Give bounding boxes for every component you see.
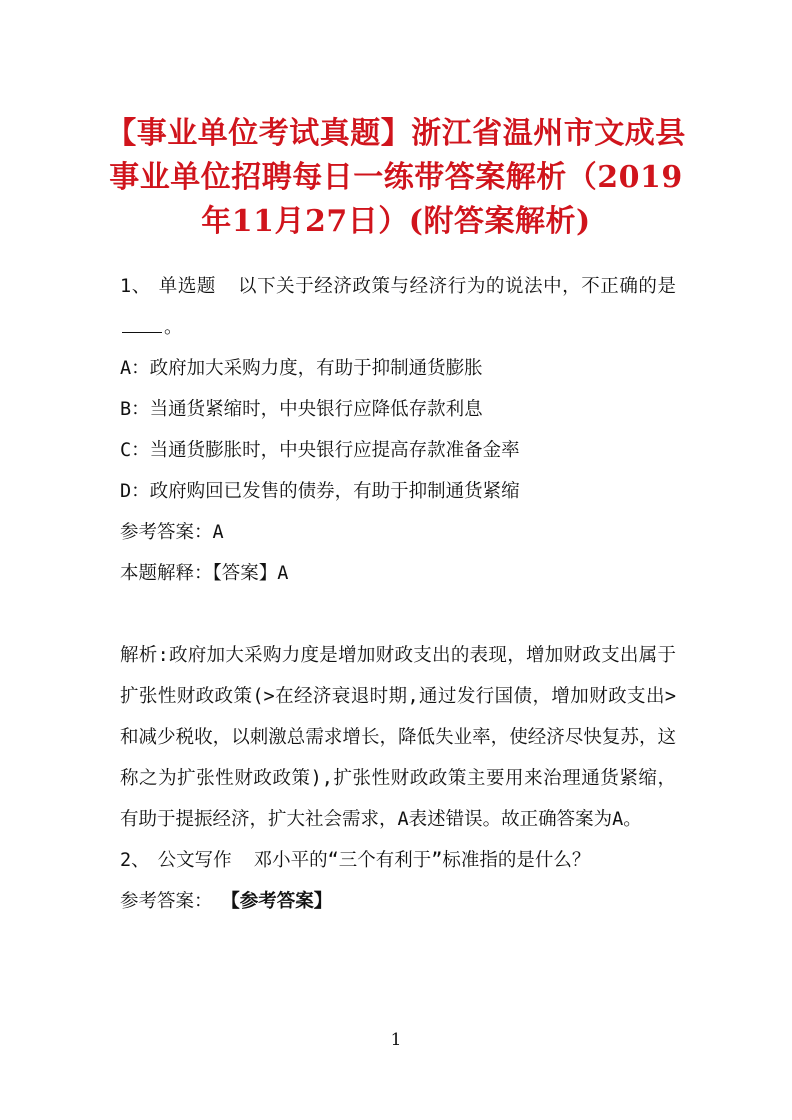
option-b: B：当通货紧缩时，中央银行应降低存款利息 — [120, 399, 483, 420]
explanation-label: 本题解释： — [120, 563, 213, 584]
question-1-stem — [120, 266, 676, 348]
question-2-stem — [120, 840, 676, 881]
question-1-number: 1、 — [120, 276, 151, 297]
option-a: A：政府加大采购力度，有助于抑制通货膨胀 — [120, 358, 483, 379]
question-1-analysis: 解析:政府加大采购力度是增加财政支出的表现，增加财政支出属于扩张性财政政策(>在经济衰退时期,通过发行国债，增加财政支出>和减少税收，以刺激总需求增长，降低失业率，使经济尽快复苏，这称之为扩张性财政政策),扩张性财政政策主要用来治理通货紧缩，有助于提振经济，扩大社会需求，A表述错误。故正确答案为A。 — [120, 645, 676, 830]
document-body — [120, 266, 676, 922]
question-2-number: 2、 — [120, 850, 150, 871]
answer-value: A — [212, 522, 224, 543]
option-d: D：政府购回已发售的债券，有助于抑制通货紧缩 — [120, 481, 520, 502]
answer-label: 参考答案： — [120, 522, 213, 543]
answer-blank — [122, 312, 162, 333]
question-1-stem-end: 。 — [164, 317, 183, 338]
answer-tag-2: 【参考答案】 — [230, 891, 333, 912]
spacer — [120, 594, 676, 635]
question-2-type: 公文写作 — [157, 850, 232, 871]
question-2-answer — [120, 881, 676, 922]
answer-label-2: 参考答案： — [120, 891, 213, 912]
question-2-stem-text: 邓小平的“三个有利于”标准指的是什么？ — [253, 850, 591, 871]
question-1-type: 单选题 — [158, 276, 216, 297]
explanation-tag: 【答案】A — [212, 563, 289, 584]
question-1-explanation — [120, 553, 676, 594]
document-title: 【事业单位考试真题】浙江省温州市文成县事业单位招聘每日一练带答案解析（2019年11月27日）(附答案解析) — [106, 116, 686, 239]
question-1-stem-text: 以下关于经济政策与经济行为的说法中，不正确的是 — [238, 276, 676, 297]
page-number: 1 — [390, 1030, 402, 1050]
option-c: C：当通货膨胀时，中央银行应提高存款准备金率 — [120, 440, 520, 461]
question-1-answer — [120, 512, 676, 553]
